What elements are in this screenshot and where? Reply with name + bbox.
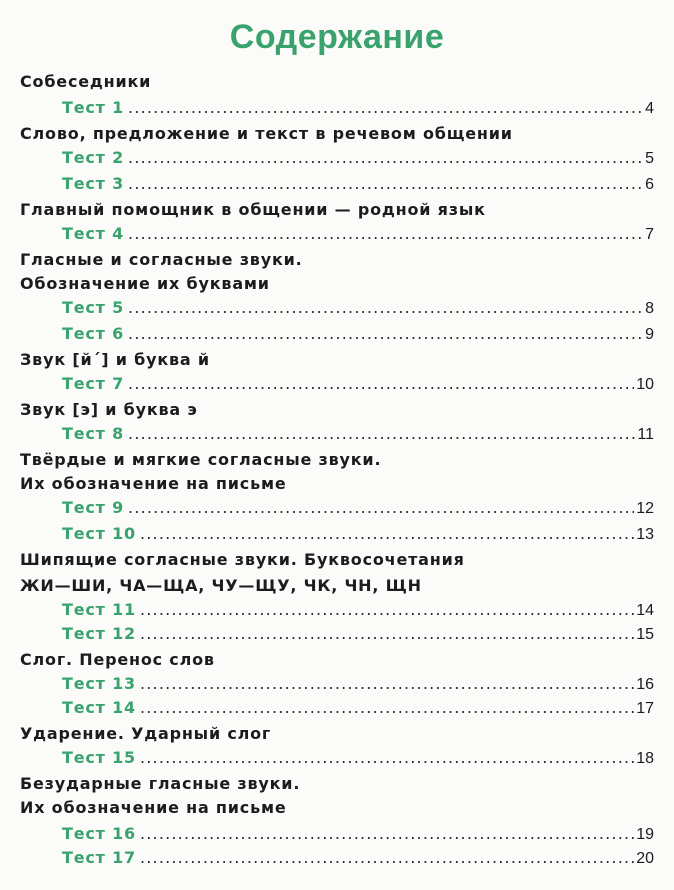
page-number: 5 [645,150,654,167]
page-number: 20 [636,850,654,867]
test-label: Тест 17 [62,848,136,867]
toc-section-heading [0,774,674,798]
dot-leader [128,298,643,317]
section-title: Слог. Перенос слов [20,650,215,669]
test-label: Тест 13 [62,674,136,693]
section-title: Гласные и согласные звуки. [20,250,303,269]
dot-leader [140,600,634,619]
test-label: Тест 7 [62,374,125,393]
test-label: Тест 4 [62,224,125,243]
dot-leader [128,374,634,393]
toc-section-heading [0,798,674,822]
toc-section-heading [0,450,674,474]
page-number: 19 [636,826,654,843]
toc-entry-line [62,624,654,644]
dot-leader [140,824,634,843]
toc-entry [0,600,674,624]
page-number: 11 [637,426,654,443]
section-title: Слово, предложение и текст в речевом общении [20,124,513,143]
section-title: Обозначение их буквами [20,274,270,293]
toc-entry [0,424,674,448]
toc-entry [0,698,674,722]
toc-entry-line [62,698,654,718]
dot-leader [128,324,643,343]
dot-leader [128,98,643,117]
toc-entry [0,98,674,122]
section-title: Твёрдые и мягкие согласные звуки. [20,450,382,469]
test-label: Тест 11 [62,600,136,619]
toc-entry [0,224,674,248]
section-title: Их обозначение на письме [20,798,287,817]
dot-leader [140,848,634,867]
page-number: 6 [645,176,654,193]
dot-leader [128,174,643,193]
test-label: Тест 15 [62,748,136,767]
test-label: Тест 5 [62,298,125,317]
page-number: 15 [636,626,654,643]
toc-section-heading [0,474,674,498]
section-title: Их обозначение на письме [20,474,287,493]
toc-entry-line [62,174,654,194]
test-label: Тест 16 [62,824,136,843]
dot-leader [128,224,643,243]
toc-entry [0,374,674,398]
page-number: 7 [645,226,654,243]
dot-leader [128,498,634,517]
page-number: 16 [636,676,654,693]
page-number: 18 [636,750,654,767]
toc-entry [0,824,674,848]
toc-entry [0,848,674,872]
toc-entry-line [62,524,654,544]
toc-entry-line [62,148,654,168]
dot-leader [140,524,634,543]
toc-section-heading [0,724,674,748]
toc-section-heading [0,72,674,96]
toc-section-heading [0,350,674,374]
toc-entry-line [62,98,654,118]
toc-entry-line [62,824,654,844]
toc-entry [0,674,674,698]
toc-section-heading [0,274,674,298]
section-title: Главный помощник в общении — родной язык [20,200,486,219]
toc-entry-line [62,498,654,518]
dot-leader [128,148,643,167]
page-title: Содержание [229,18,445,56]
dot-leader [128,424,635,443]
toc-entry-line [62,424,654,444]
dot-leader [140,674,634,693]
toc-entry-line [62,374,654,394]
page-number: 14 [636,602,654,619]
page-number: 9 [645,326,654,343]
toc-entry [0,148,674,172]
toc-entry-line [62,224,654,244]
test-label: Тест 6 [62,324,125,343]
toc-entry [0,298,674,322]
section-title: ЖИ—ШИ, ЧА—ЩА, ЧУ—ЩУ, ЧК, ЧН, ЩН [20,576,422,595]
toc-entry [0,498,674,522]
page-number: 17 [636,700,654,717]
section-title: Звук [й´] и буква й [20,350,210,369]
toc-entry-line [62,600,654,620]
toc-section-heading [0,576,674,600]
toc-section-heading [0,124,674,148]
section-title: Ударение. Ударный слог [20,724,272,743]
toc-entry-line [62,848,654,868]
toc-entry [0,748,674,772]
test-label: Тест 2 [62,148,125,167]
test-label: Тест 8 [62,424,125,443]
toc-section-heading [0,200,674,224]
toc-entry [0,324,674,348]
test-label: Тест 9 [62,498,125,517]
toc-entry-line [62,748,654,768]
page-number: 8 [645,300,654,317]
toc-section-heading [0,650,674,674]
test-label: Тест 1 [62,98,125,117]
section-title: Звук [э] и буква э [20,400,198,419]
page-number: 10 [636,376,654,393]
section-title: Безударные гласные звуки. [20,774,301,793]
toc-section-heading [0,400,674,424]
section-title: Собеседники [20,72,152,91]
section-title: Шипящие согласные звуки. Буквосочетания [20,550,465,569]
dot-leader [140,748,634,767]
toc-entry [0,624,674,648]
toc-section-heading [0,550,674,574]
page-number: 4 [645,100,654,117]
test-label: Тест 14 [62,698,136,717]
toc-entry [0,174,674,198]
page-number: 12 [636,500,654,517]
toc-entry-line [62,324,654,344]
toc-entry-line [62,674,654,694]
toc-entry-line [62,298,654,318]
toc-section-heading [0,250,674,274]
dot-leader [140,624,634,643]
page-number: 13 [636,526,654,543]
dot-leader [140,698,634,717]
test-label: Тест 12 [62,624,136,643]
test-label: Тест 10 [62,524,136,543]
test-label: Тест 3 [62,174,125,193]
toc-entry [0,524,674,548]
